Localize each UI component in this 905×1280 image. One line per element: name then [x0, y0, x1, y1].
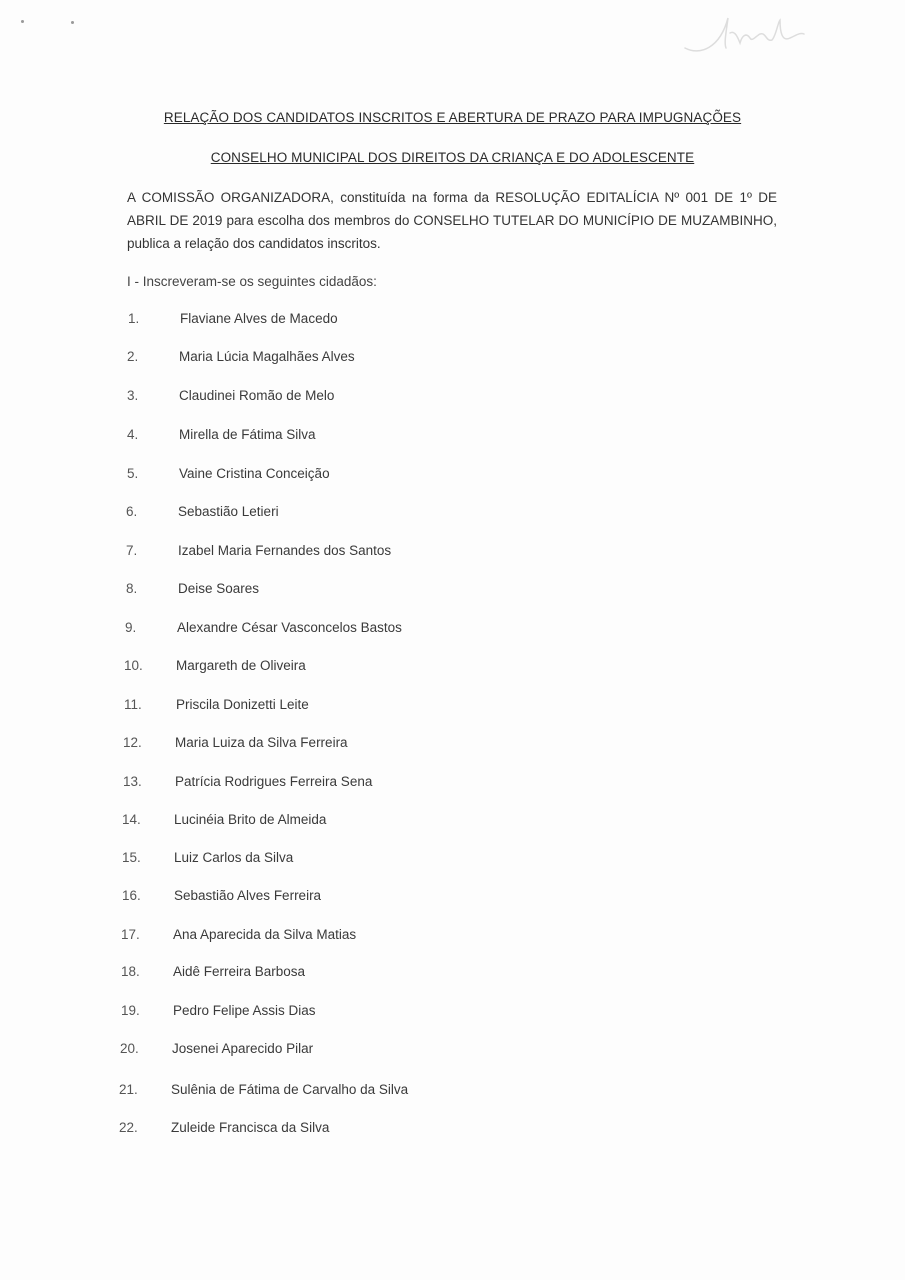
candidate-name: Sulênia de Fátima de Carvalho da Silva — [171, 1082, 409, 1097]
candidate-name: Maria Luiza da Silva Ferreira — [175, 735, 348, 750]
item-number: 10. — [124, 658, 143, 673]
scan-speck — [21, 20, 24, 23]
handwritten-signature — [680, 8, 810, 58]
candidate-name: Lucinéia Brito de Almeida — [174, 812, 327, 827]
item-number: 20. — [120, 1041, 139, 1056]
candidate-name: Sebastião Alves Ferreira — [174, 888, 322, 903]
item-number: 4. — [127, 427, 139, 442]
candidate-name: Patrícia Rodrigues Ferreira Sena — [175, 774, 373, 789]
candidate-name: Ana Aparecida da Silva Matias — [173, 927, 357, 942]
candidate-name: Vaine Cristina Conceição — [179, 466, 330, 481]
candidate-name: Priscila Donizetti Leite — [176, 697, 309, 712]
candidate-name: Aidê Ferreira Barbosa — [173, 964, 306, 979]
item-number: 22. — [119, 1120, 138, 1135]
document-title: RELAÇÃO DOS CANDIDATOS INSCRITOS E ABERTURA DE PRAZO PARA IMPUGNAÇÕES — [163, 110, 742, 125]
item-number: 21. — [119, 1082, 138, 1097]
item-number: 11. — [124, 697, 142, 712]
item-number: 17. — [121, 927, 140, 942]
item-number: 9. — [125, 620, 137, 635]
item-number: 1. — [128, 311, 140, 326]
list-intro: I - Inscreveram-se os seguintes cidadãos: — [127, 274, 377, 289]
scan-speck — [71, 21, 74, 24]
candidate-name: Margareth de Oliveira — [176, 658, 306, 673]
candidate-name: Alexandre César Vasconcelos Bastos — [177, 620, 402, 635]
item-number: 8. — [126, 581, 138, 596]
item-number: 19. — [121, 1003, 140, 1018]
item-number: 2. — [127, 349, 139, 364]
item-number: 13. — [123, 774, 142, 789]
candidate-name: Maria Lúcia Magalhães Alves — [179, 349, 355, 364]
item-number: 18. — [121, 964, 140, 979]
intro-paragraph: A COMISSÃO ORGANIZADORA, constituída na forma da RESOLUÇÃO EDITALÍCIA Nº 001 DE 1º DE ABRIL DE 2019 para escolha dos membros do CONSELHO TUTELAR DO MUNICÍPIO DE MUZAMBINHO, publica a relação dos candidatos inscritos. — [127, 190, 777, 251]
item-number: 12. — [123, 735, 142, 750]
item-number: 15. — [122, 850, 141, 865]
candidate-name: Luiz Carlos da Silva — [174, 850, 294, 865]
candidate-name: Pedro Felipe Assis Dias — [173, 1003, 316, 1018]
candidate-name: Claudinei Romão de Melo — [179, 388, 335, 403]
candidate-name: Deise Soares — [178, 581, 260, 596]
candidate-name: Izabel Maria Fernandes dos Santos — [178, 543, 392, 558]
item-number: 7. — [126, 543, 138, 558]
item-number: 6. — [126, 504, 138, 519]
item-number: 14. — [122, 812, 141, 827]
candidate-name: Mirella de Fátima Silva — [179, 427, 316, 442]
candidate-name: Sebastião Letieri — [178, 504, 279, 519]
item-number: 3. — [127, 388, 139, 403]
candidate-name: Flaviane Alves de Macedo — [180, 311, 338, 326]
document-subtitle: CONSELHO MUNICIPAL DOS DIREITOS DA CRIANÇA E DO ADOLESCENTE — [210, 150, 695, 165]
item-number: 16. — [122, 888, 141, 903]
candidate-name: Josenei Aparecido Pilar — [172, 1041, 314, 1056]
item-number: 5. — [127, 466, 139, 481]
candidate-name: Zuleide Francisca da Silva — [171, 1120, 330, 1135]
